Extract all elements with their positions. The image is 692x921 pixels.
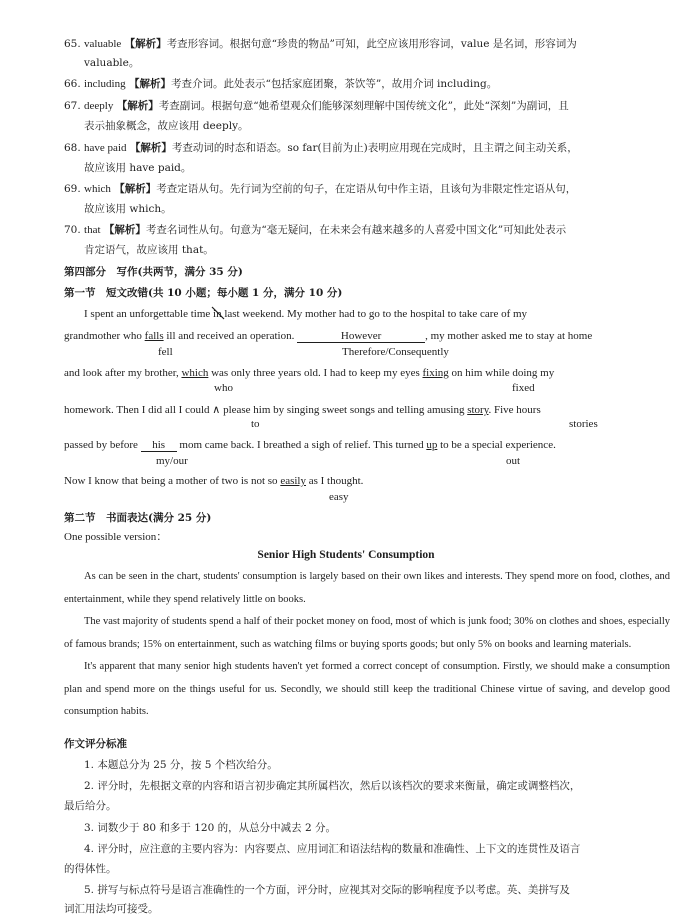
correction-line-1: I spent an unforgettable time in last weekend. My mother had to go to the hospital to take care of my: [64, 308, 670, 320]
section2-heading: 第二节 书面表达(满分 25 分): [64, 512, 212, 524]
criteria-1: 1. 本题总分为 25 分，按 5 个档次给分。: [84, 759, 278, 771]
item-65-cont: valuable。: [84, 57, 140, 69]
item-70-cont: 肯定语气，故应该用 that。: [84, 244, 214, 256]
insert-caret: ∧: [212, 404, 221, 416]
essay-paragraph-3: It's apparent that many senior high students haven't yet formed a correct concept of consumption. Firstly, we should make a consumption plan and spend more on the things useful for us. Secondly, we should still keep the traditional Chinese virtue of saving, and develop good consumption habits.: [64, 661, 670, 717]
correction-line-2: grandmother who falls ill and received an operation. However , my mother asked me to stay at home: [64, 330, 593, 342]
error-falls: falls: [144, 330, 164, 342]
fix-out: out: [506, 455, 521, 467]
correction-line-3: and look after my brother, which was only three years old. I had to keep my eyes fixing on him while doing my: [64, 367, 555, 379]
fix-easy: easy: [329, 491, 349, 503]
part4-heading: 第四部分 写作(共两节，满分 35 分): [64, 266, 243, 278]
item-68: 68. have paid 【解析】考查动词的时态和语态。so far(目前为止)表明应用现在完成时，且主谓之间主动关系，: [64, 142, 578, 154]
criteria-2: 2. 评分时，先根据文章的内容和语言初步确定其所属档次，然后以该档次的要求来衡量，确定或调整档次，: [84, 780, 581, 792]
item-70: 70. that 【解析】考查名词性从句。句意为“毫无疑问，在未来会有越来越多的人喜爱中国文化”可知此处表示: [64, 224, 567, 236]
fix-who: who: [214, 382, 233, 394]
correction-line-6: Now I know that being a mother of two is not so easily as I thought.: [64, 475, 364, 487]
criteria-5-cont: 词汇用法均可接受。: [64, 903, 159, 915]
error-fixing: fixing: [422, 367, 449, 379]
item-69-cont: 故应该用 which。: [84, 203, 172, 215]
delete-mark-icon: [211, 305, 225, 321]
section1-heading: 第一节 短文改错(共 10 小题；每小题 1 分，满分 10 分): [64, 287, 343, 299]
fix-fixed: fixed: [512, 382, 535, 394]
item-67-cont: 表示抽象概念，故应该用 deeply。: [84, 120, 249, 132]
possible-version-label: One possible version：: [64, 531, 168, 543]
error-easily: easily: [280, 475, 306, 487]
item-67: 67. deeply 【解析】考查副词。根据句意“她希望观众们能够深刻理解中国传统文化”，此处“深刻”为副词，且: [64, 100, 569, 112]
criteria-title: 作文评分标准: [64, 738, 127, 750]
error-up: up: [426, 439, 438, 451]
fix-my-our: my/our: [156, 455, 188, 467]
criteria-2-cont: 最后给分。: [64, 800, 117, 812]
item-68-cont: 故应该用 have paid。: [84, 162, 192, 174]
item-66: 66. including 【解析】考查介词。此处表示“包括家庭团聚，茶饮等”，故用介词 including。: [64, 78, 498, 90]
essay-paragraph-2: The vast majority of students spend a half of their pocket money on food, most of which is junk food; 30% on clothes and shoes, especially of famous brands; 15% on entertainment, such as watching films or buying sports goods; but only 5% on books and learning materials.: [64, 616, 670, 650]
essay-paragraph-1: As can be seen in the chart, students' consumption is largely based on their own likes and interests. They spend more on food, clothes, and entertainment, while they spend relatively little on books.: [64, 571, 670, 605]
error-which: which: [181, 367, 209, 379]
fix-stories: stories: [569, 418, 598, 430]
essay-body: [64, 566, 670, 724]
fix-fell: fell: [158, 346, 173, 358]
correction-line-5: passed by before his mom came back. I breathed a sigh of relief. This turned up to be a special experience.: [64, 439, 556, 451]
deleted-word: in: [213, 308, 222, 320]
fix-to: to: [251, 418, 260, 430]
criteria-5: 5. 拼写与标点符号是语言准确性的一个方面，评分时，应视其对交际的影响程度予以考虑。英、美拼写及: [84, 884, 570, 896]
essay-title: Senior High Students' Consumption: [257, 549, 435, 561]
correction-line-4: homework. Then I did all I could ∧ please him by singing sweet songs and telling amusing story. Five hours: [64, 404, 541, 416]
criteria-4: 4. 评分时，应注意的主要内容为：内容要点、应用词汇和语法结构的数量和准确性、上下文的连贯性及语言: [84, 843, 581, 855]
fix-therefore: Therefore/Consequently: [342, 346, 449, 358]
error-story: story: [467, 404, 489, 416]
error-his: his: [141, 439, 177, 452]
item-69: 69. which 【解析】考查定语从句。先行词为空前的句子，在定语从句中作主语，且该句为非限定性定语从句，: [64, 183, 577, 195]
criteria-4-cont: 的得体性。: [64, 863, 117, 875]
item-65: 65. valuable 【解析】考查形容词。根据句意“珍贵的物品”可知，此空应该用形容词，value 是名词，形容词为: [64, 38, 577, 50]
criteria-3: 3. 词数少于 80 和多于 120 的，从总分中减去 2 分。: [84, 822, 336, 834]
inserted-however: However: [297, 330, 425, 343]
